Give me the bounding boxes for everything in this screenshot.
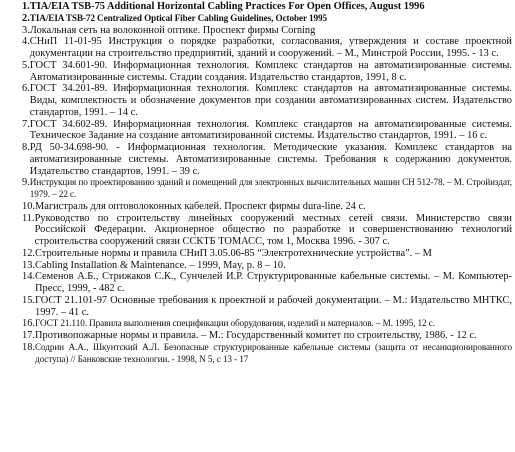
reference-text: Руководство по строительству линейных сооружений местных сетей связи. Министерство связи Российской Федерации. Акционерное общество по разработке и совершенствованию технологий строительства сооружений связи ССКТБ ТОМАСС, том 1, Москва 1996. - 307 с. [34, 212, 512, 247]
reference-text: TIA/EIA TSB-72 Centralized Optical Fiber Cabling Guidelines, October 1995 [29, 12, 327, 23]
reference-item-15 [4, 295, 512, 319]
reference-text: Содрин А.А., Шкунтский А.Л. Безопасные структурированные кабельные системы (защита от несанкционированного доступа) // Банковские технологии. - 1998, N 5, с 13 - 17 [35, 341, 512, 364]
reference-text: Магистраль для оптоволоконных кабелей. Проспект фирмы dura-line. 24 с. [35, 200, 366, 212]
reference-number: 7. [22, 118, 30, 130]
reference-number: 15. [22, 294, 35, 306]
reference-item-7 [4, 119, 512, 143]
reference-item-14 [4, 271, 512, 295]
reference-number: 2. [22, 12, 30, 24]
reference-item-18 [4, 342, 512, 366]
reference-number: 4. [22, 36, 30, 48]
reference-text: ГОСТ 34.201-89. Информационная технология. Комплекс стандартов на автоматизированные системы. Виды, комплектность и обозначение документов при создании автоматизированных систем. Издательство стандартов, 1991. – 14 с. [29, 83, 512, 118]
reference-text: Семенов А.Б., Стрижаков С.К., Сунчелей И.Р. Структурированные кабельные системы. – М. Компьютер-Пресс, 1999, - 482 с. [35, 271, 512, 294]
reference-item-8 [4, 142, 512, 177]
reference-number: 18. [22, 341, 35, 353]
reference-item-11 [4, 213, 512, 248]
reference-number: 5. [22, 59, 30, 71]
reference-number: 16. [22, 318, 35, 330]
reference-text: СНиП 11-01-95 Инструкция о порядке разработки, согласования, утверждения и составе проектной документации на строительство предприятий, зданий и сооружений. – М., Минстрой России, 1995. - 13 с. [29, 36, 512, 59]
reference-number: 9. [22, 177, 30, 189]
reference-number: 8. [22, 142, 30, 153]
reference-text: Противопожарные нормы и правила. – М.: Государственный комитет по строительству, 1986. - 12 с. [35, 330, 477, 341]
reference-item-13 [4, 260, 512, 272]
reference-item-1 [4, 1, 512, 13]
reference-number: 11. [22, 212, 35, 224]
reference-item-16 [4, 318, 512, 330]
reference-item-12 [4, 248, 512, 260]
reference-text: ГОСТ 21.110. Правила выполнения спецификации оборудования, изделий и материалов. – М. 1995, 12 с. [35, 318, 435, 329]
reference-number: 17. [22, 330, 35, 341]
reference-text: ГОСТ 34.602-89. Информационная технология. Комплекс стандартов на автоматизированные системы. Техническое Задание на создание автоматизированной системы. Издательство стандартов, 1991. – 16 с. [29, 118, 512, 142]
reference-number: 3. [22, 24, 30, 36]
reference-item-17 [4, 330, 512, 342]
reference-item-9 [4, 177, 512, 201]
reference-text: ГОСТ 21.101-97 Основные требования к проектной и рабочей документации. – М.: Издательство МНТКС, 1997. – 41 с. [35, 294, 512, 318]
reference-item-3 [4, 25, 512, 37]
reference-number: 10. [22, 200, 35, 212]
reference-item-6 [4, 83, 512, 118]
reference-number: 12. [22, 247, 35, 259]
reference-text: TIA/EIA TSB-75 Additional Horizontal Cabling Practices For Open Offices, August 1996 [29, 1, 425, 12]
reference-item-5 [4, 60, 512, 84]
reference-number: 13. [22, 259, 35, 271]
reference-text: Локальная сеть на волоконной оптике. Проспект фирмы Corning [29, 24, 316, 36]
reference-text: Строительные нормы и правила СНиП 3.05.06-85 “Электротехнические устройства”. – М [35, 247, 432, 259]
reference-item-4 [4, 36, 512, 60]
reference-text: Cabling Installation & Maintenance. – 1999, May, p. 8 – 10. [35, 259, 286, 271]
reference-number: 6. [22, 83, 30, 95]
reference-text: РД 50-34.698-90. - Информационная технология. Методические указания. Комплекс стандартов на автоматизированные системы. Автоматизированные системы. Требования к содержанию документов. Издательство стандартов, 1991. – 39 с. [29, 142, 512, 177]
reference-number: 1. [22, 1, 30, 12]
reference-item-2 [4, 13, 512, 25]
reference-number: 14. [22, 271, 35, 283]
reference-text: Инструкция по проектированию зданий и помещений для электронных вычислительных машин СН 512-78. – М. Стройиздат, 1979. – 22 с. [29, 177, 512, 199]
reference-list [4, 1, 512, 365]
reference-text: ГОСТ 34.601-90. Информационная технология. Комплекс стандартов на автоматизированные системы. Автоматизированные системы. Стадии создания. Издательство стандартов, 1991, 8 с. [29, 59, 512, 83]
reference-item-10 [4, 201, 512, 213]
